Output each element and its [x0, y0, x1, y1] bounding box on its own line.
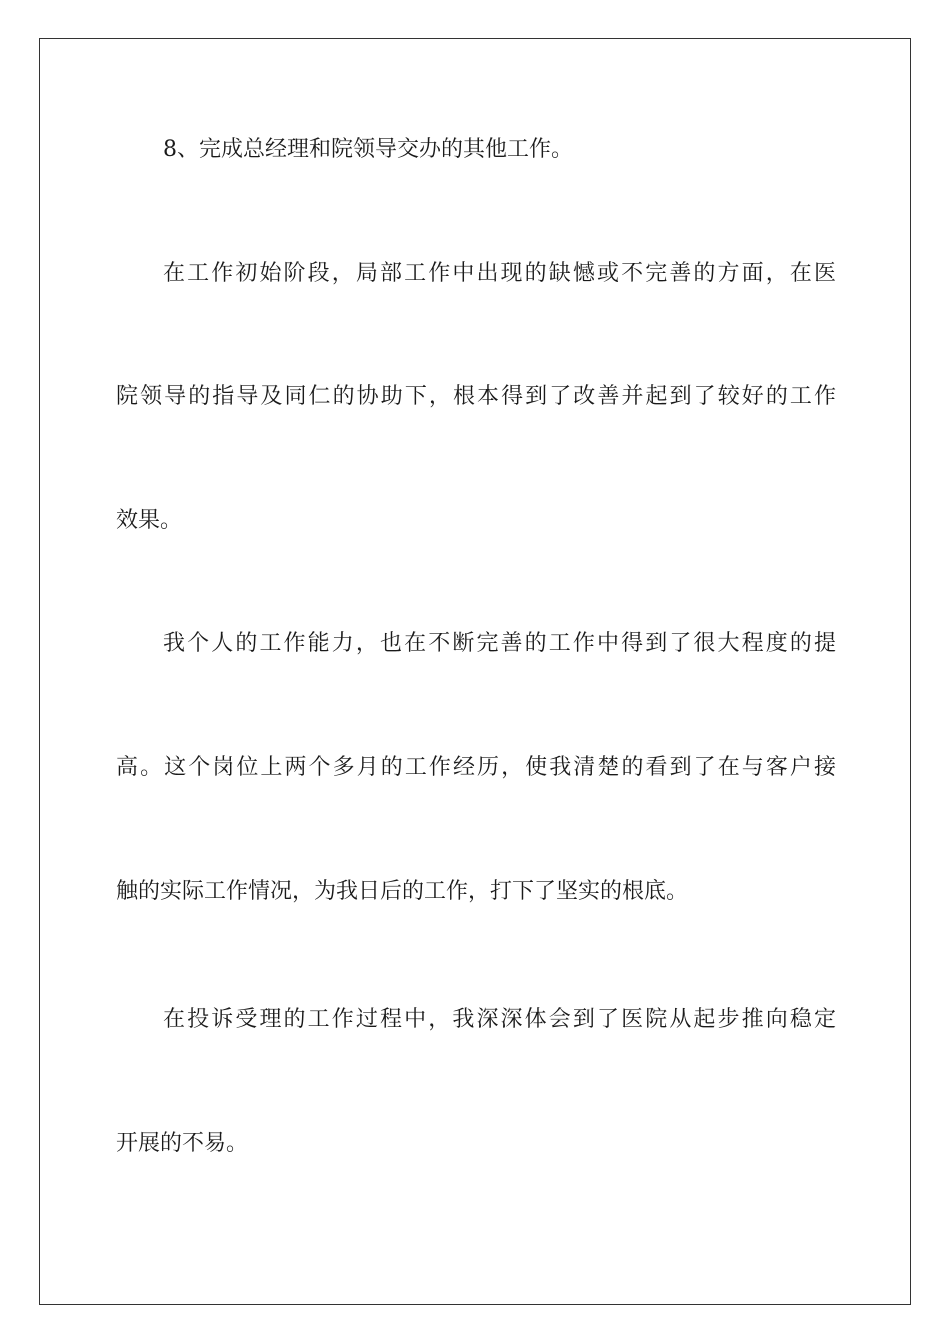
- text-line-3: 院领导的指导及同仁的协助下，根本得到了改善并起到了较好的工作: [116, 384, 836, 409]
- text-line-2: 在工作初始阶段，局部工作中出现的缺憾或不完善的方面，在医: [163, 261, 836, 286]
- page-frame: [39, 38, 911, 1305]
- text-line-5: 我个人的工作能力，也在不断完善的工作中得到了很大程度的提: [163, 631, 836, 656]
- text-line-7: 触的实际工作情况，为我日后的工作，打下了坚实的根底。: [116, 879, 689, 904]
- text-line-4: 效果。: [116, 508, 183, 533]
- text-line-9: 开展的不易。: [116, 1131, 249, 1156]
- text-line-8: 在投诉受理的工作过程中，我深深体会到了医院从起步推向稳定: [163, 1007, 836, 1032]
- text-line-1: 8、完成总经理和院领导交办的其他工作。: [163, 137, 573, 162]
- text-line-6: 高。这个岗位上两个多月的工作经历，使我清楚的看到了在与客户接: [116, 755, 836, 780]
